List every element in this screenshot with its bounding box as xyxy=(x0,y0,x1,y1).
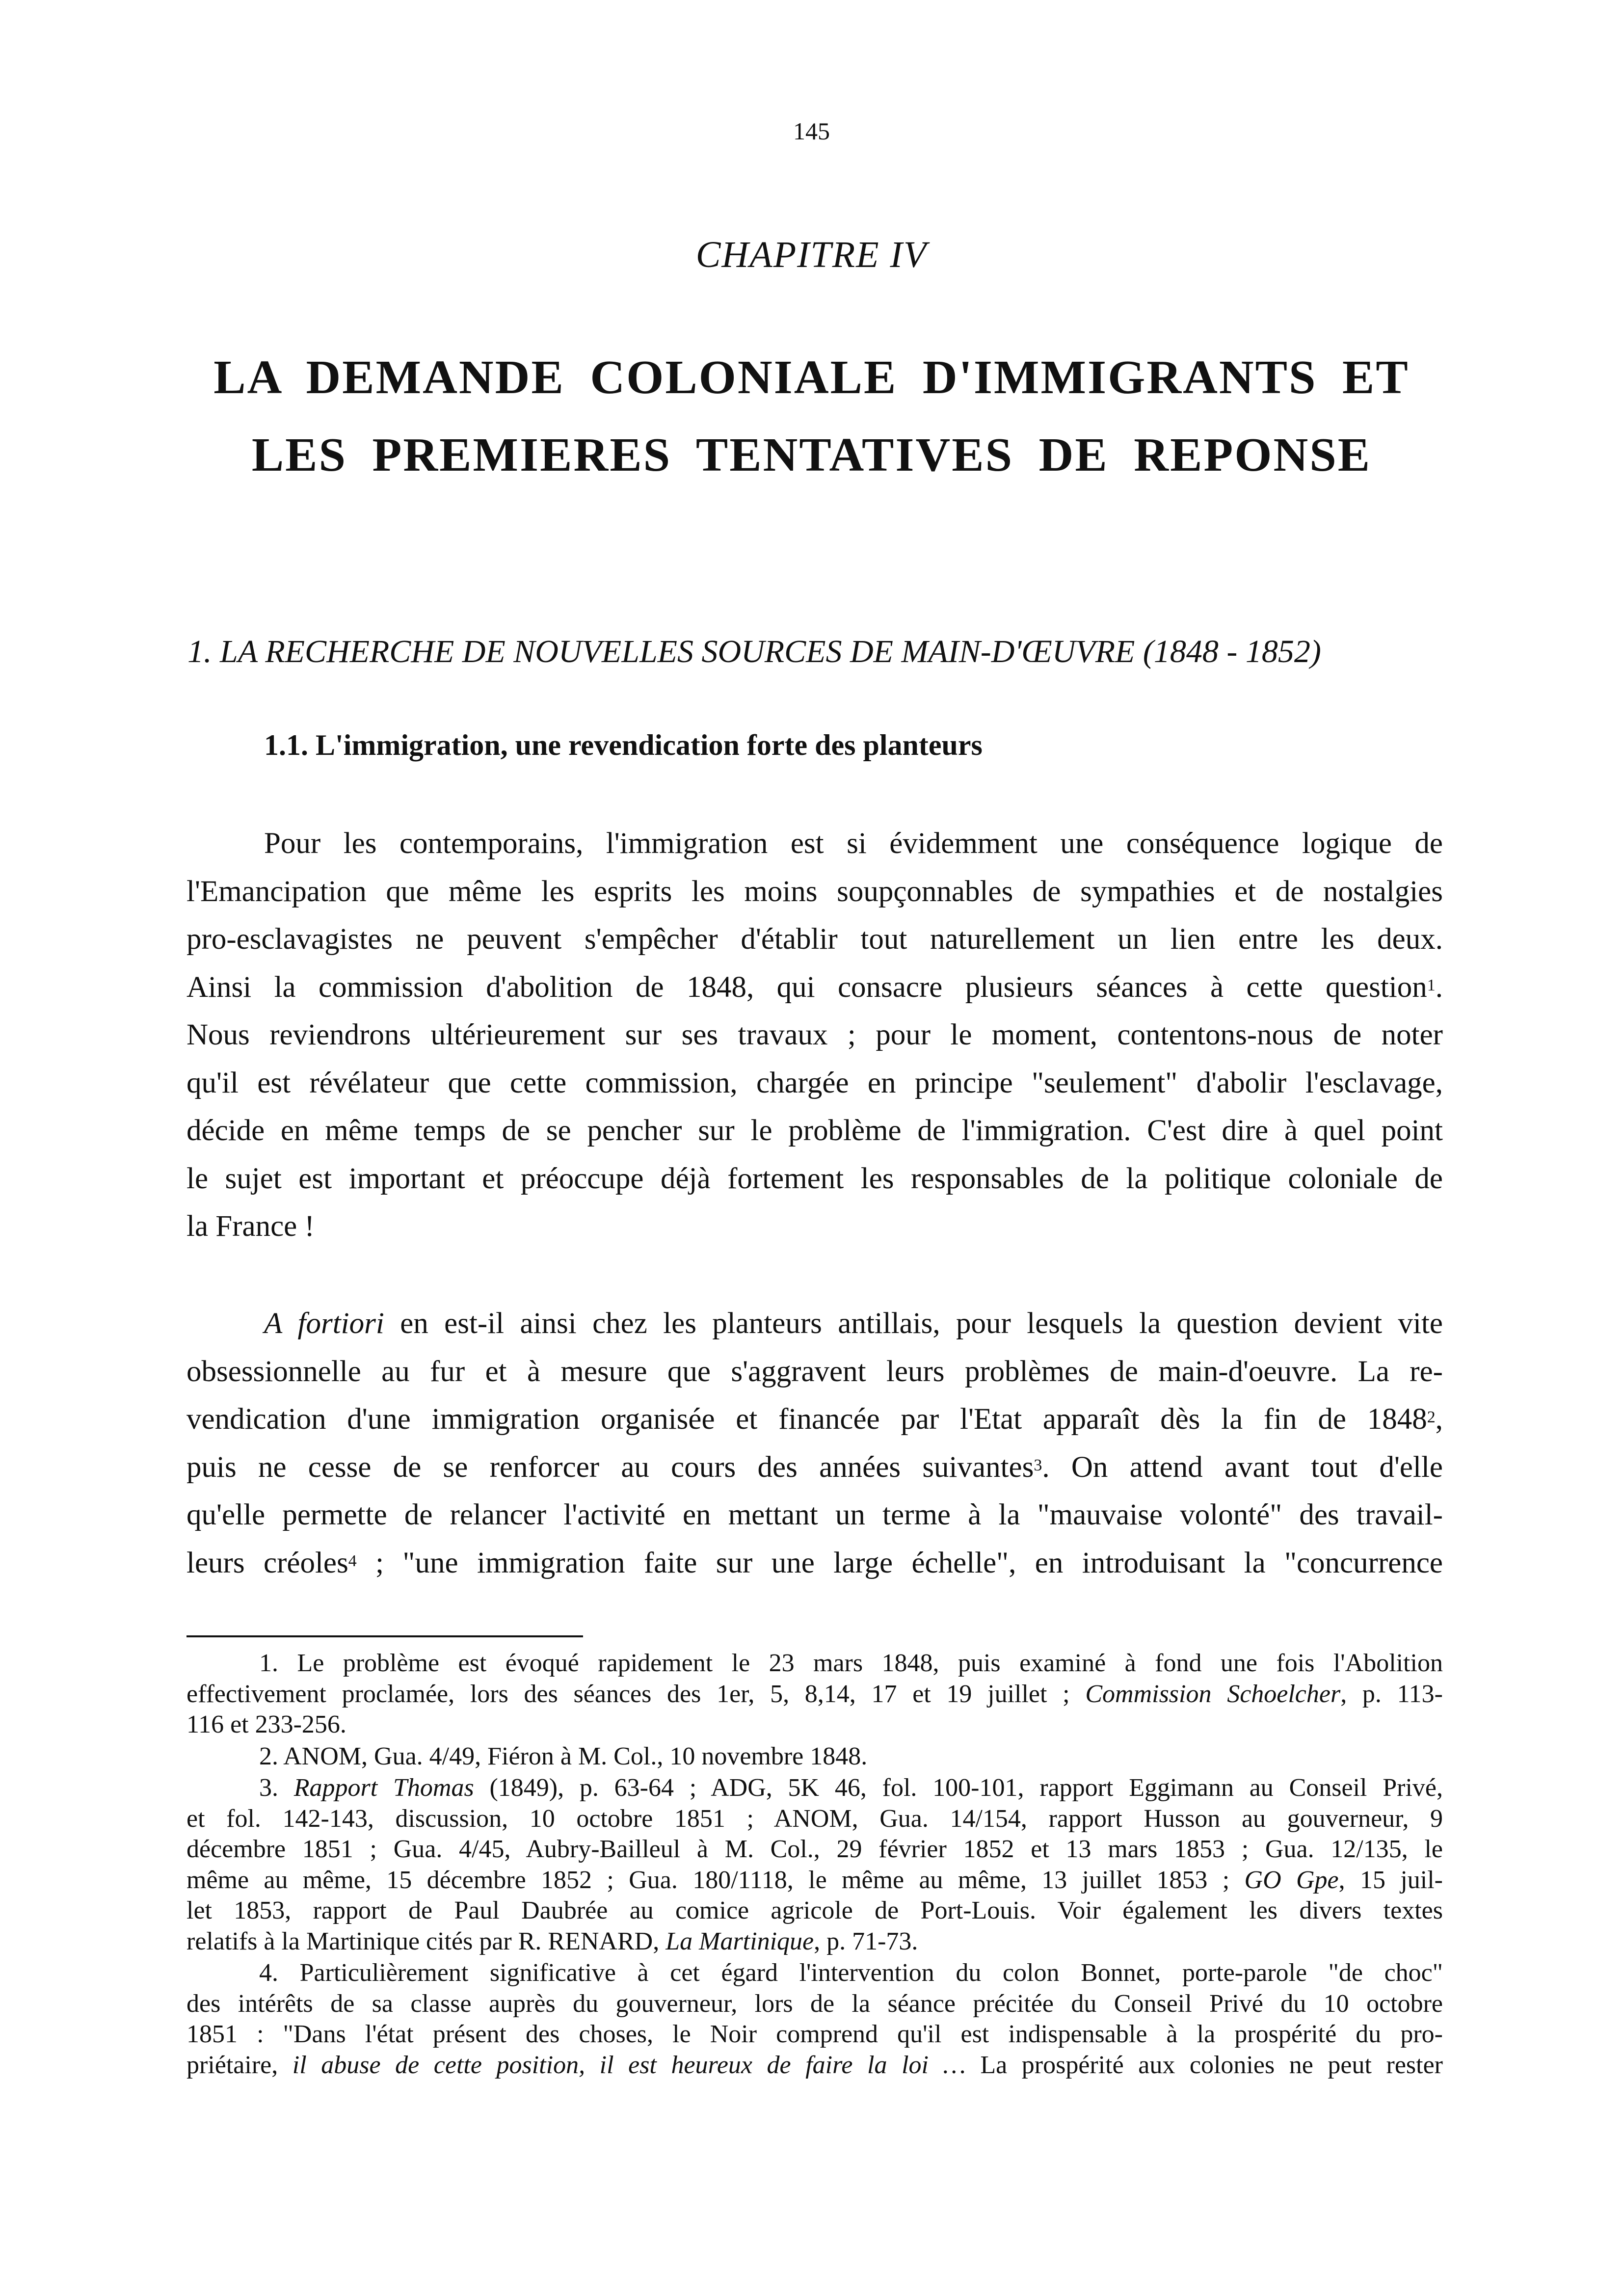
text-line: Pour les contemporains, l'immigration est si évidemment une conséquence logique de xyxy=(264,827,1443,860)
footnote-line xyxy=(186,2050,1443,2081)
chapter-title-line-2: LES PREMIERES TENTATIVES DE REPONSE xyxy=(251,428,1372,481)
footnote-line: 1851 : "Dans l'état présent des choses, le Noir comprend qu'il est indispensable à la prospérité du pro- xyxy=(186,2020,1443,2048)
italic-text: Commission Schoelcher xyxy=(1085,1680,1341,1708)
text-span: puis ne cesse de se renforcer au cours des années suivantes xyxy=(186,1450,1034,1484)
italic-text: La Martinique xyxy=(665,1927,814,1955)
text-span: vendication d'une immigration organisée et financée par l'Etat apparaît dès la fin de 1848 xyxy=(186,1403,1427,1436)
italic-text: A fortiori xyxy=(264,1307,384,1340)
footnote-line: 1. Le problème est évoqué rapidement le 23 mars 1848, puis examiné à fond une fois l'Abolition xyxy=(259,1649,1443,1677)
footnote-line: 4. Particulièrement significative à cet égard l'intervention du colon Bonnet, porte-parole "de choc" xyxy=(259,1959,1443,1987)
text-span: (1849), p. 63-64 ; ADG, 5K 46, fol. 100-101, rapport Eggimann au Conseil Privé, xyxy=(474,1774,1443,1802)
text-span: . On attend avant tout d'elle xyxy=(1042,1450,1443,1484)
text-span: priétaire, xyxy=(186,2051,293,2079)
chapter-title-line-1: LA DEMANDE COLONIALE D'IMMIGRANTS ET xyxy=(213,351,1410,404)
footnote-ref-1[interactable]: 1 xyxy=(1427,976,1436,994)
text-span: , xyxy=(1435,1403,1443,1436)
text-line xyxy=(186,1395,1443,1443)
text-line xyxy=(186,1300,1443,1348)
text-line: pro-esclavagistes ne peuvent s'empêcher d'établir tout naturellement un lien entre les deux. xyxy=(186,923,1443,956)
footnote-line xyxy=(186,1865,1443,1896)
footnote-ref-2[interactable]: 2 xyxy=(1427,1408,1436,1426)
text-span: , p. 113- xyxy=(1340,1680,1443,1708)
italic-text: GO Gpe xyxy=(1244,1866,1339,1894)
footnote-line: des intérêts de sa classe auprès du gouverneur, lors de la séance précitée du Conseil Privé du 10 octobre xyxy=(186,1989,1443,2018)
page-number: 145 xyxy=(793,117,830,145)
footnote-line: let 1853, rapport de Paul Daubrée au comice agricole de Port-Louis. Voir également les divers textes xyxy=(186,1896,1443,1924)
footnote-3 xyxy=(186,1773,1443,1957)
chapter-label: CHAPITRE IV xyxy=(695,234,928,275)
text-line xyxy=(186,1539,1443,1587)
text-line: la France ! xyxy=(186,1210,315,1243)
section-heading: 1. LA RECHERCHE DE NOUVELLES SOURCES DE MAIN-D'ŒUVRE (1848 - 1852) xyxy=(187,634,1321,669)
text-span: , 15 juil- xyxy=(1338,1866,1443,1894)
italic-text: il abuse de cette position, il est heureux de faire la loi … xyxy=(292,2051,966,2079)
text-line: décide en même temps de se pencher sur le problème de l'immigration. C'est dire à quel point xyxy=(186,1114,1443,1147)
text-span: La prospérité aux colonies ne peut rester xyxy=(965,2051,1443,2079)
footnote-line: 116 et 233-256. xyxy=(186,1710,346,1738)
text-line: obsessionnelle au fur et à mesure que s'aggravent leurs problèmes de main-d'oeuvre. La re- xyxy=(186,1355,1443,1388)
footnote-2 xyxy=(186,1741,1443,1772)
text-span: en est-il ainsi chez les planteurs antillais, pour lesquels la question devient vite xyxy=(384,1307,1443,1340)
chapter-title xyxy=(0,339,1623,494)
footnote-line: 2. ANOM, Gua. 4/49, Fiéron à M. Col., 10 novembre 1848. xyxy=(259,1742,868,1770)
text-span: , p. 71-73. xyxy=(814,1927,918,1955)
text-span: même au même, 15 décembre 1852 ; Gua. 180/1118, le même au même, 13 juillet 1853 ; xyxy=(186,1866,1245,1894)
footnote-line: décembre 1851 ; Gua. 4/45, Aubry-Bailleul à M. Col., 29 février 1852 et 13 mars 1853 ; Gua. 12/135, le xyxy=(186,1835,1443,1863)
text-span: 3. xyxy=(259,1774,294,1802)
text-span: Ainsi la commission d'abolition de 1848, qui consacre plusieurs séances à cette question xyxy=(186,970,1427,1004)
footnote-ref-3[interactable]: 3 xyxy=(1034,1456,1042,1474)
footnotes xyxy=(186,1648,1443,2082)
text-span: leurs créoles xyxy=(186,1546,348,1579)
text-line: qu'il est révélateur que cette commission, chargée en principe "seulement" d'abolir l'esclavage, xyxy=(186,1066,1443,1099)
body-paragraph-1 xyxy=(186,820,1443,1251)
footnote-line xyxy=(186,1926,1443,1957)
text-span: ; "une immigration faite sur une large échelle", en introduisant la "concurrence xyxy=(356,1546,1443,1579)
footnote-line xyxy=(186,1773,1443,1804)
text-line xyxy=(186,1443,1443,1492)
text-line: l'Emancipation que même les esprits les moins soupçonnables de sympathies et de nostalgies xyxy=(186,875,1443,908)
italic-text: Rapport Thomas xyxy=(293,1774,474,1802)
footnote-line xyxy=(186,1679,1443,1710)
text-line: le sujet est important et préoccupe déjà fortement les responsables de la politique coloniale de xyxy=(186,1162,1443,1195)
body-paragraph-2 xyxy=(186,1300,1443,1587)
text-span: . xyxy=(1435,970,1443,1004)
text-line xyxy=(186,963,1443,1012)
text-span: relatifs à la Martinique cités par R. RENARD, xyxy=(186,1927,666,1955)
footnote-1 xyxy=(186,1648,1443,1740)
text-span: effectivement proclamée, lors des séances des 1er, 5, 8,14, 17 et 19 juillet ; xyxy=(186,1680,1086,1708)
footnote-separator xyxy=(186,1635,583,1637)
text-line: Nous reviendrons ultérieurement sur ses travaux ; pour le moment, contentons-nous de noter xyxy=(186,1018,1443,1051)
footnote-line: et fol. 142-143, discussion, 10 octobre 1851 ; ANOM, Gua. 14/154, rapport Husson au gouverneur, 9 xyxy=(186,1804,1443,1833)
footnote-4 xyxy=(186,1958,1443,2081)
footnote-ref-4[interactable]: 4 xyxy=(348,1551,357,1570)
text-line: qu'elle permette de relancer l'activité en mettant un terme à la "mauvaise volonté" des travail- xyxy=(186,1498,1443,1531)
subsection-heading: 1.1. L'immigration, une revendication forte des planteurs xyxy=(264,729,983,761)
